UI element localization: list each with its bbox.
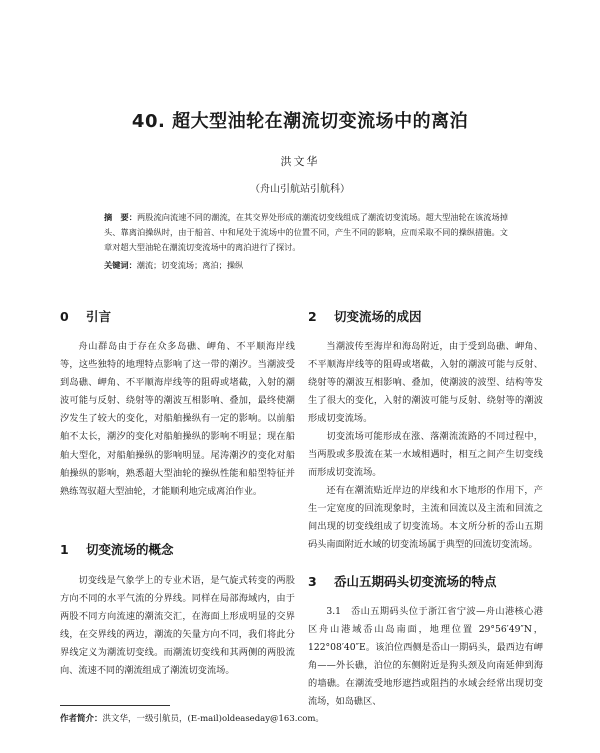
section-3-heading: [308, 572, 497, 590]
section-0-paragraph: 舟山群岛由于存在众多岛礁、岬角、不平顺海岸线等，这些独特的地理特点影响了这一带的潮汐。当潮波受到岛礁、岬角、不平顺海岸线等的阻碍或堵截，入射的潮波可能与反射、绕射等的潮波互相影响、叠加，最终使潮汐发生了较大的变化，对船舶操纵有一定的影响。以前船舶不太长，潮汐的变化对船舶操纵的影响不明显；现在船舶大型化，对船舶操纵的影响明显。尾涛潮汐的变化对船舶操纵的影响，熟悉超大型油轮的操纵性能和船型特征并熟练驾驭超大型油轮，才能顺利地完成离泊作业。: [60, 341, 295, 497]
section-1-heading: [60, 540, 174, 558]
keywords: [104, 258, 508, 273]
section-0-title: 引言: [86, 309, 112, 324]
abstract-text: 两股流向流速不同的潮流，在其交界处形成的潮流切变线组成了潮流切变流场。超大型油轮在该流场掉头、靠离泊操纵时，由于船首、中和尾处于流场中的位置不同，产生不同的影响，应而采取不同的操纵措施。文章对超大型油轮在潮流切变流场中的离泊进行了探讨。: [104, 212, 508, 252]
section-2-paragraph-2: 切变流场可能形成在涨、落潮流流路的不同过程中，当两股或多股流在某一水域相遇时，相互之间产生切变线而形成切变流场。: [308, 431, 543, 479]
keywords-label: 关键词：: [104, 260, 137, 270]
section-0-number: 0: [60, 309, 69, 324]
section-2-heading: [308, 307, 422, 325]
section-1-number: 1: [60, 542, 69, 557]
paper-title: 40. 超大型油轮在潮流切变流场中的离泊: [131, 111, 469, 132]
footnote-label: 作者简介：: [60, 714, 103, 724]
keywords-text: 潮流；切变流场；离泊；操纵: [136, 260, 244, 270]
footnote-rule: [60, 705, 170, 706]
section-3-number: 3: [308, 574, 317, 589]
section-1-paragraph: 切变线是气象学上的专业术语，是气旋式转变的两股方向不同的水平气流的分界线。同样在局部海域内，由于两股不同方向流速的潮流交汇，在海面上形成明显的交界线，在交界线的两边，潮流的矢量方向不同，我们将此分界线定义为潮流切变线。而潮流切变线和其两侧的两股流向、流速不同的潮流组成了潮流切变流场。: [60, 575, 295, 677]
author: 洪文华: [280, 155, 320, 168]
footnote-text: 洪文华，一级引航员，(E-mail)oldeaseday@163.com。: [102, 714, 324, 724]
section-0-heading: [60, 307, 111, 325]
abstract-label: 摘 要：: [104, 212, 137, 222]
section-2-number: 2: [308, 309, 317, 324]
section-2-paragraph-3: 还有在潮流贴近岸边的岸线和水下地形的作用下，产生一定宽度的回流现象时，主流和回流以及主流和回流之间出现的切变线组成了切变流场。本文所分析的岙山五期码头南面附近水域的切变流场属于典型的回流切变流场。: [308, 485, 543, 551]
section-2-paragraph-1: 当潮波传至海岸和海岛附近，由于受到岛礁、岬角、不平顺海岸线等的阻碍或堵截，入射的潮波可能与反射、绕射等的潮波互相影响、叠加，使潮波的波型、结构等发生了很大的变化，入射的潮波可能与反射、绕射等的潮波形成切变流场。: [308, 341, 543, 425]
abstract: [104, 210, 508, 255]
footnote: [60, 712, 540, 724]
affiliation: （舟山引航站引航科）: [250, 184, 350, 195]
section-3-title: 岙山五期码头切变流场的特点: [334, 574, 497, 589]
section-3-paragraph: 3.1 岙山五期码头位于浙江省宁波—舟山港核心港区舟山港域岙山岛南面，地理位置 29°56′49″N，122°08′40″E。该泊位西侧是岙山一期码头，最西边有岬角——外长礁，泊位的东侧附近是狗头颈及向南延伸到海的墙礁。在潮流受地形遮挡或阻挡的水域会经常出现切变流场，如岛礁区、: [308, 606, 543, 708]
section-2-title: 切变流场的成因: [334, 309, 422, 324]
section-1-title: 切变流场的概念: [86, 542, 174, 557]
